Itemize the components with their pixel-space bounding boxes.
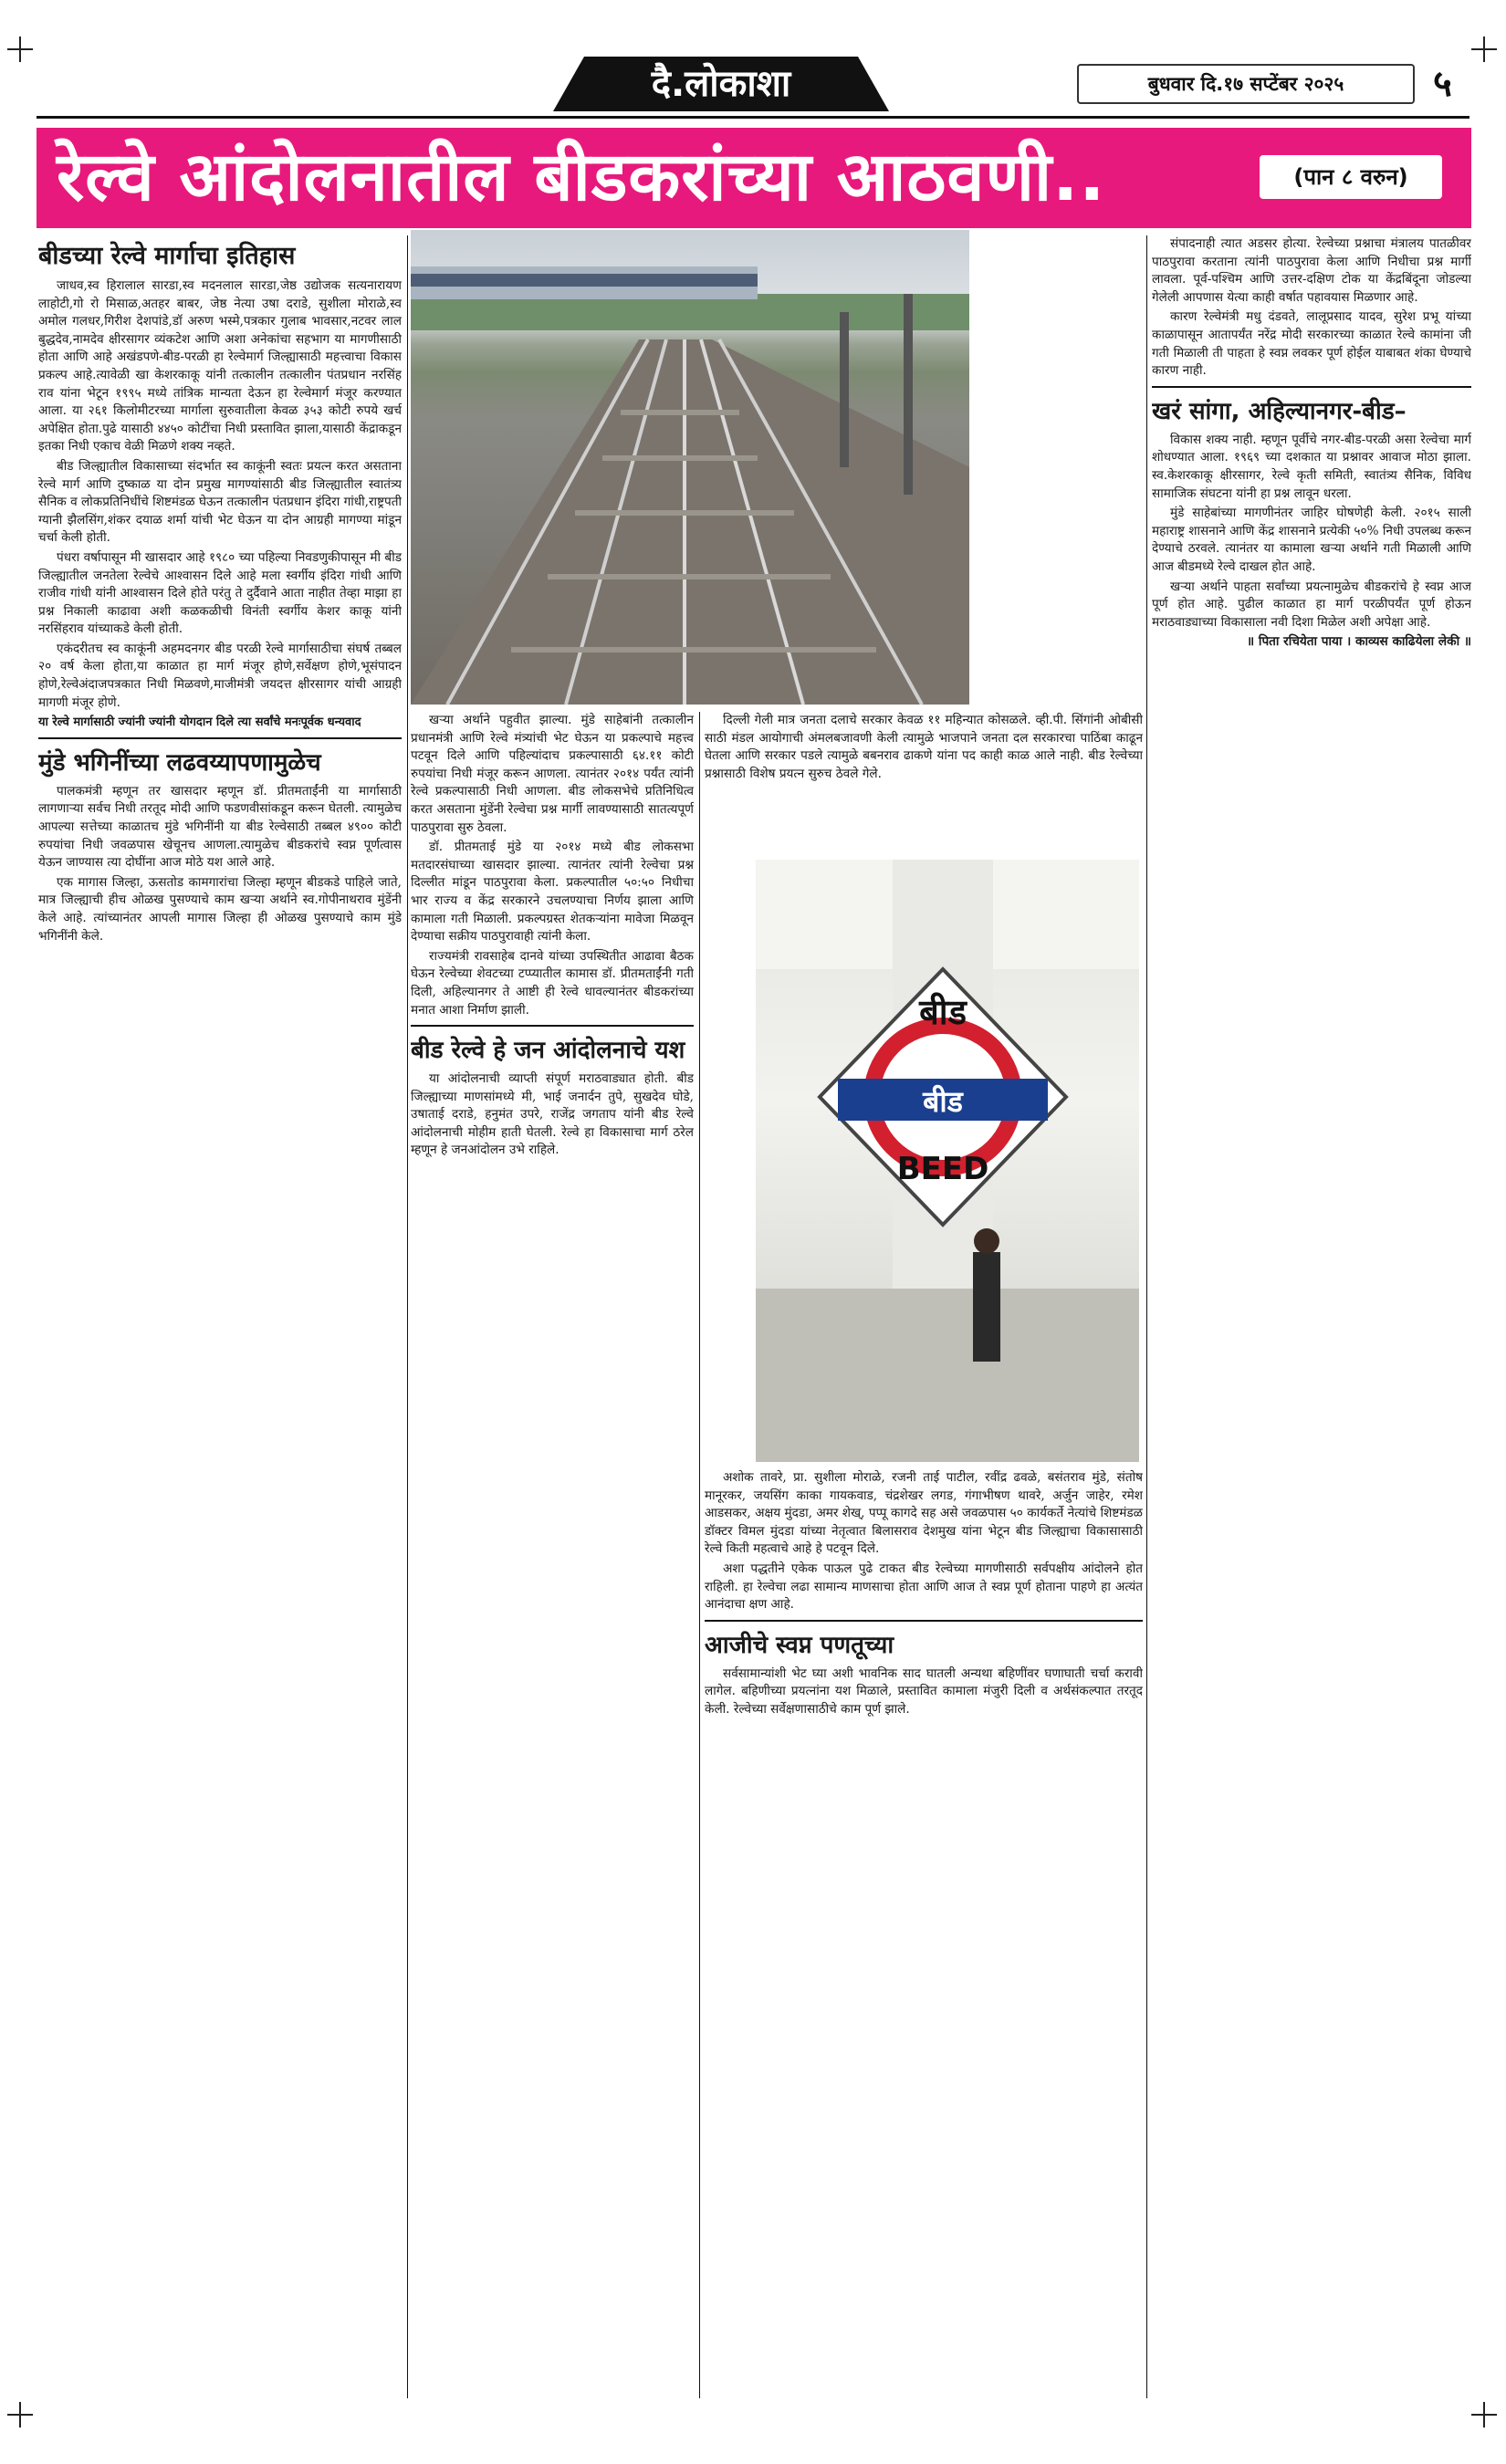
registration-mark (1471, 37, 1497, 62)
divider (411, 1025, 694, 1027)
registration-mark (7, 2402, 33, 2427)
paragraph: राज्यमंत्री रावसाहेब दानवे यांच्या उपस्थितीत आढावा बैठक घेऊन रेल्वेच्या शेवटच्या टप्प्यातील कामास डॉ. प्रीतमताईंनी गती दिली, अहिल्यानगर ते आष्टी ही रेल्वे धावल्यानंतर बीडकरांच्या मनात आशा निर्माण झाली. (411, 948, 694, 1018)
paragraph: जाधव,स्व हिरालाल सारडा,स्व मदनलाल सारडा,जेष्ठ उद्योजक सत्यनारायण लाहोटी,गो रो मिसाळ,अतहर बाबर, जेष्ठ नेत्या उषा दराडे, सुशीला मोराळे,स्व अमोल गलधर,गिरीश देशपांडे,डॉ अरुण भस्मे,पत्रकार गुलाब भावसार,नटवर लाल बुद्धदेव,नामदेव क्षीरसागर व्यंकटेश आणि अशा अनेकांचा सहभाग या मागणीसाठी होता आणि आहे अखंडपणे-बीड-परळी हा रेल्वेमार्ग जिल्ह्यासाठी महत्त्वाचा विकास प्रकल्प आहे.त्यावेळी खा केशरकाकू यांनी तत्कालीन तत्कालीन पंतप्रधान नरसिंह राव यांना भेटून १९९५ मध्ये तांत्रिक मान्यता देऊन हा रेल्वेमार्ग मंजूर करण्यात आला. या २६१ किलोमीटरच्या मार्गाला सुरुवातीला केवळ ३५३ कोटी रुपये खर्च अपेक्षित होता.पुढे यासाठी ४४५० कोटींचा निधी प्रस्तावित झाला,यासाठी केंद्राकडून इतका निधी एकाच वेळी मिळणे शक्य नव्हते. (38, 278, 402, 454)
railway-track-photo (411, 230, 969, 705)
paragraph: अशोक तावरे, प्रा. सुशीला मोराळे, रजनी ताई पाटील, रवींद्र ढवळे, बसंतराव मुंडे, संतोष मानूरकर, जयसिंग काका गायकवाड, चंद्रशेखर लगड, गंगाभीषण थावरे, अर्जुन जाहेर, रमेश आडसकर, अक्षय मुंदडा, अमर शेख्, पप्पू कागदे सह असे जवळपास ५० कार्यकर्ते नेत्यांचे शिष्टमंडळ डॉक्टर विमल मुंदडा यांच्या नेतृत्वात बिलासराव देशमुख यांना भेटून बीड जिल्ह्याचा विकासासाठी रेल्वे किती महत्वाचे आहे हे पटवून दिले. (705, 1470, 1143, 1557)
dateline: बुधवार दि.१७ सप्टेंबर २०२५ (1077, 64, 1415, 104)
continued-from-label: (पान ८ वरुन) (1260, 155, 1442, 199)
paragraph: एकंदरीतच स्व काकूंनी अहमदनगर बीड परळी रेल्वे मार्गासाठीचा संघर्ष तब्बल २० वर्ष केला होता,या काळात हा मार्ग मंजूर होणे,सर्वेक्षण होणे,भूसंपादन होणे,रेल्वेअंदाजपत्रकात निधी मिळवणे,माजीमंत्री जयदत्त क्षीरसागर यांची आग्रही मागणी मंजूर होणे. (38, 641, 402, 710)
paragraph: पालकमंत्री म्हणून तर खासदार म्हणून डॉ. प्रीतमताईंनी या मार्गासाठी लागणाऱ्या सर्वच निधी तरतूद मोदी आणि फडणवीसांकडून करून घेतली. त्यामुळेच आपल्या सत्तेच्या काळातच मुंडे भगिनींनी या बीड रेल्वेसाठी तब्बल ४९०० कोटी रुपयांचा निधी जवळपास खेचूनच आणला.त्यामुळेच बीडकरांचे स्वप्न पूर्णत्वास येऊन जाण्यास त्या दोघींना आज मोठे यश आले आहे. (38, 783, 402, 871)
paragraph: विकास शक्य नाही. म्हणून पूर्वीचे नगर-बीड-परळी असा रेल्वेचा मार्ग शोधण्यात आला. १९६९ च्या दशकात या प्रश्नावर आवाज मोठा झाला. स्व.केशरकाकू क्षीरसागर, रेल्वे कृती समिती, स्वातंत्र्य सैनिक, विविध सामाजिक संघटना यांनी हा प्रश्न लावून धरला. (1152, 432, 1471, 501)
section-title-history: बीडच्या रेल्वे मार्गाचा इतिहास (38, 242, 296, 270)
paragraph: डॉ. प्रीतमताई मुंडे या २०१४ मध्ये बीड लोकसभा मतदारसंघाच्या खासदार झाल्या. त्यानंतर त्यांनी रेल्वेचा प्रश्न दिल्लीत मांडून पाठपुरावा केला. प्रकल्पातील ५०:५० निधीचा भार राज्य व केंद्र सरकारने उचलण्याचा निर्णय झाला आणि कामाला गती मिळाली. प्रकल्पग्रस्त शेतकऱ्यांना मावेजा मिळवून देण्याचा सक्रीय पाठपुरावाही त्यांनी केला. (411, 840, 694, 945)
registration-mark (7, 37, 33, 62)
article-column-2 (411, 712, 694, 2398)
subheading-munde-sisters: मुंडे भगिनींच्या लढवय्यापणामुळेच (38, 748, 321, 777)
paragraph: बीड जिल्ह्यातील विकासाच्या संदर्भात स्व काकूंनी स्वतः प्रयत्न करत असताना रेल्वे मार्ग आणि दुष्काळ या दोन प्रमुख मागण्यांसाठी बीड जिल्ह्यातील स्वातंत्र्य सैनिक व लोकप्रतिनिधींचे शिष्टमंडळ घेऊन तत्कालीन पंतप्रधान इंदिरा गांधी,राष्ट्रपती ग्यानी झैलसिंग,शंकर दयाळ शर्मा यांची भेट घेऊन या दोन आग्रही मागण्या मांडून चर्चा केली होती. (38, 458, 402, 546)
paper-name: दै.लोकाशा (584, 57, 858, 111)
divider (38, 737, 402, 739)
paragraph: संपादनाही त्यात अडसर होत्या. रेल्वेच्या प्रश्नाचा मंत्रालय पातळीवर पाठपुरावा करताना त्यांनी पाठपुरावा केला आणि निधीचा प्रश्न मार्गी लावला. पूर्व-पश्चिम आणि उत्तर-दक्षिण टोक या केंद्रबिंदूना जोडल्या गेलेली आपणास येत्या काही वर्षात पहावयास मिळणार आहे. (1152, 236, 1471, 305)
masthead (37, 55, 1469, 119)
column-rule (1146, 235, 1147, 2398)
column-rule (699, 712, 700, 2398)
article-column-3-lower (705, 1469, 1143, 2398)
subheading-public-movement: बीड रेल्वे हे जन आंदोलनाचे यश (411, 1037, 685, 1065)
subheading-tell-truth: खरं सांगा, अहिल्यानगर-बीड– (1152, 397, 1407, 425)
paragraph: खऱ्या अर्थाने पाहता सर्वांच्या प्रयत्नामुळेच बीडकरांचे हे स्वप्न आज पूर्ण होत आहे. पुढील काळात हा मार्ग परळीपर्यंत पूर्ण होऊन मराठवाड्याच्या विकासाला नवी दिशा मिळेल अशी अपेक्षा आहे. (1152, 579, 1471, 630)
paragraph: एक मागास जिल्हा, ऊसतोड कामगारांचा जिल्हा म्हणून बीडकडे पाहिले जाते, मात्र जिल्ह्याची हीच ओळख पुसण्याचे काम खऱ्या अर्थाने स्व.गोपीनाथराव मुंडेंनी केले आहे. त्यांच्यानंतर आपली मागास जिल्हा ही ओळख पुसण्याचे काम मुंडे भगिनींनी केले. (38, 874, 402, 944)
article-column-3-upper (705, 712, 1143, 858)
beed-station-photo (756, 860, 1139, 1462)
acknowledgement-line: या रेल्वे मार्गासाठी ज्यांनी ज्यांनी योगदान दिले त्या सर्वांचे मनःपूर्वक धन्यवाद (38, 715, 361, 730)
column-rule (407, 235, 408, 2398)
station-name-marathi: बीड (923, 1084, 963, 1119)
paragraph: खऱ्या अर्थाने पहुवीत झाल्या. मुंडे साहेबांनी तत्कालीन प्रधानमंत्री आणि रेल्वे मंत्र्यांची भेट घेऊन या प्रकल्पाचे महत्त्व पटवून दिले आणि पहिल्यांदाच प्रकल्पासाठी ६४.११ कोटी रुपयांचा निधी मंजूर करून आणला. त्यानंतर २०१४ पर्यंत त्यांनी रेल्वे प्रकल्पासाठी निधी आणला. बीड लोकसभेचे प्रतिनिधित्व करत असताना मुंडेंनी रेल्वेचा प्रश्न मार्गी लावण्यासाठी सातत्यपूर्ण पाठपुरावा सुरु ठेवला. (411, 713, 694, 835)
station-board-illustration (756, 860, 1139, 1462)
article-column-1 (38, 235, 402, 2398)
station-name-marathi-top: बीड (919, 992, 967, 1032)
paragraph: या आंदोलनाची व्याप्ती संपूर्ण मराठवाड्यात होती. बीड जिल्ह्याच्या माणसांमध्ये मी, भाई जनार्दन तुपे, सुखदेव घोडे, उषाताई दराडे, हनुमंत उपरे, राजेंद्र जगताप यांनी बीड रेल्वे आंदोलनाची मोहीम हाती घेतली. रेल्वे हा विकासाचा मार्ग ठरेल म्हणून हे जनआंदोलन उभे राहिले. (411, 1071, 694, 1158)
divider (705, 1620, 1143, 1622)
registration-mark (1471, 2402, 1497, 2427)
station-name-english: BEED (896, 1151, 989, 1187)
paragraph: सर्वसामान्यांशी भेट घ्या अशी भावनिक साद घातली अन्यथा बहिणींवर घणाघाती चर्चा करावी लागेल. बहिणीच्या प्रयत्नांना यश मिळाले, प्रस्तावित कामाला मंजुरी दिली व अर्थसंकल्पात तरतूद केली. रेल्वेच्या सर्वेक्षणासाठीचे काम पूर्ण झाले. (705, 1665, 1143, 1717)
headline-banner (37, 128, 1471, 228)
subheading-grandmother-dream: आजीचे स्वप्न पणतूच्या (705, 1631, 894, 1659)
paragraph: कारण रेल्वेमंत्री मधु दंडवते, लालूप्रसाद यादव, सुरेश प्रभू यांच्या काळापासून आतापर्यंत नरेंद्र मोदी सरकारच्या काळात रेल्वे कामांना जी गती मिळाली ती पाहता हे स्वप्न लवकर पूर्ण होईल याबाबत शंका घेण्याचे कारण नाही. (1152, 309, 1471, 379)
railway-track-illustration (411, 230, 969, 705)
paragraph: अशा पद्धतीने एकेक पाऊल पुढे टाकत बीड रेल्वेच्या मागणीसाठी सर्वपक्षीय आंदोलने होत राहिली. हा रेल्वेचा लढा सामान्य माणसाचा होता आणि आज ते स्वप्न पूर्ण होताना पाहणे हा अत्यंत आनंदाचा क्षण आहे. (705, 1561, 1143, 1613)
paragraph: मुंडे साहेबांच्या मागणीनंतर जाहिर घोषणेही केली. २०१५ साली महाराष्ट्र शासनाने आणि केंद्र शासनाने प्रत्येकी ५०% निधी उपलब्ध करून देण्याचे ठरवले. त्यानंतर या कामाला खऱ्या अर्थाने गती मिळाली आणि आज बीडमध्ये रेल्वे दाखल होत आहे. (1152, 506, 1471, 574)
paragraph: दिल्ली गेली मात्र जनता दलाचे सरकार केवळ ११ महिन्यात कोसळले. व्ही.पी. सिंगांनी ओबीसी साठी मंडल आयोगाची अंमलबजावणी केली त्यामुळे भाजपाने जनता दल सरकारचा पाठिंबा काढून घेतला आणि सरकार पडले त्यामुळे बबनराव ढाकणे यांना पद काही काळ आले नाही. बीड रेल्वेच्या प्रश्नासाठी विशेष प्रयत्न सुरुच ठेवले गेले. (705, 713, 1143, 781)
closing-couplet: ॥ पिता रचियेता पाया । काव्यस काढियेला लेकी ॥ (1247, 634, 1471, 650)
paragraph: पंधरा वर्षापासून मी खासदार आहे १९८० च्या पहिल्या निवडणुकीपासून मी बीड जिल्ह्यातील जनतेला रेल्वेचे आश्वासन दिले आहे मला स्वर्गीय इंदिरा गांधी आणि राजीव गांधी यांनी आश्वासन दिले होते परंतु ते दुर्दैवाने आता नाहीत तेव्हा माझा हा प्रश्न निकाली काढावा अशी कळकळीची विनंती स्वर्गीय केशर काकू यांनी नरसिंहराव यांच्याकडे केली होती. (38, 549, 402, 637)
article-column-4 (1152, 235, 1471, 2398)
page-number: ५ (1433, 63, 1452, 105)
page-headline: रेल्वे आंदोलनातील बीडकरांच्या आठवणी.. (57, 138, 1106, 216)
divider (1152, 386, 1471, 388)
